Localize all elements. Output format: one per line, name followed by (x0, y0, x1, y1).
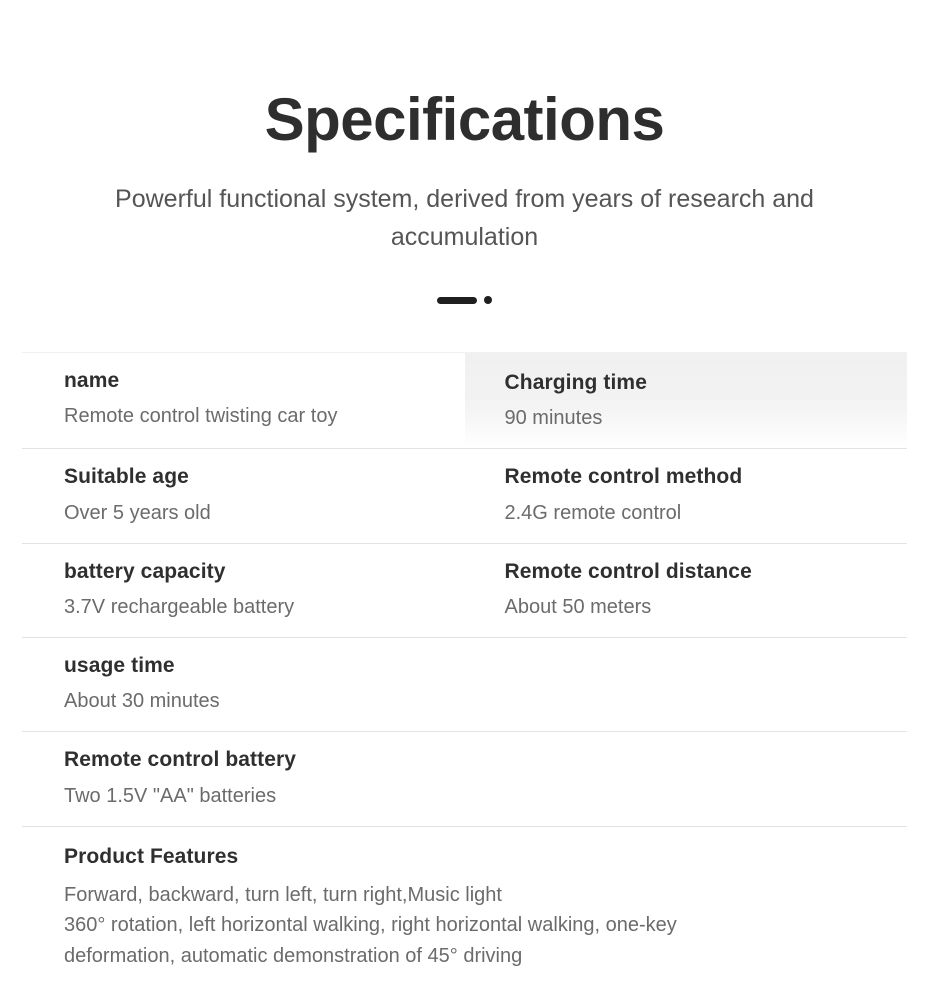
divider-dot-icon (484, 296, 492, 304)
spec-value: 3.7V rechargeable battery (64, 596, 295, 619)
divider-bar-icon (437, 297, 477, 304)
spec-cell-name (22, 353, 465, 448)
table-row (22, 449, 907, 543)
spec-cell-remote-control-battery (22, 732, 907, 825)
table-row (22, 827, 907, 988)
spec-value: Over 5 years old (64, 501, 211, 524)
spec-value: 2.4G remote control (504, 501, 682, 524)
spec-cell-product-features (22, 827, 907, 988)
page-title: Specifications (264, 86, 665, 153)
spec-key: Suitable age (64, 465, 189, 489)
spec-value: About 30 minutes (64, 690, 220, 713)
spec-key: name (64, 369, 120, 392)
spec-key: Remote control distance (504, 559, 752, 583)
spec-cell-suitable-age (22, 449, 465, 542)
spec-key: Remote control method (504, 465, 743, 489)
spec-value (64, 880, 907, 971)
spec-cell-usage-time (22, 638, 907, 731)
spec-cell-charging-time (465, 353, 908, 448)
spec-cell-remote-control-distance (465, 544, 908, 637)
spec-key: usage time (64, 654, 175, 678)
spec-value: Two 1.5V "AA" batteries (64, 784, 277, 807)
specifications-table (22, 352, 907, 987)
spec-key: Charging time (504, 371, 647, 394)
spec-value: About 50 meters (504, 596, 652, 619)
feature-line-2: 360° rotation, left horizontal walking, right horizontal walking, one-key (64, 914, 677, 937)
spec-value: Remote control twisting car toy (64, 405, 338, 428)
table-row (22, 732, 907, 826)
spec-value: 90 minutes (504, 407, 603, 430)
spec-cell-battery-capacity (22, 544, 465, 637)
page-header (0, 0, 929, 306)
page-subtitle: Powerful functional system, derived from years of research and accumulation (115, 185, 814, 251)
divider-mark (0, 294, 929, 306)
table-row (22, 352, 907, 449)
table-row (22, 544, 907, 638)
spec-key: battery capacity (64, 559, 226, 583)
spec-key: Product Features (64, 844, 239, 868)
spec-key: Remote control battery (64, 748, 297, 772)
spec-cell-remote-control-method (465, 449, 908, 542)
feature-line-1: Forward, backward, turn left, turn right,Music light (64, 884, 502, 907)
table-row (22, 638, 907, 732)
feature-line-3: deformation, automatic demonstration of 45° driving (64, 944, 523, 967)
